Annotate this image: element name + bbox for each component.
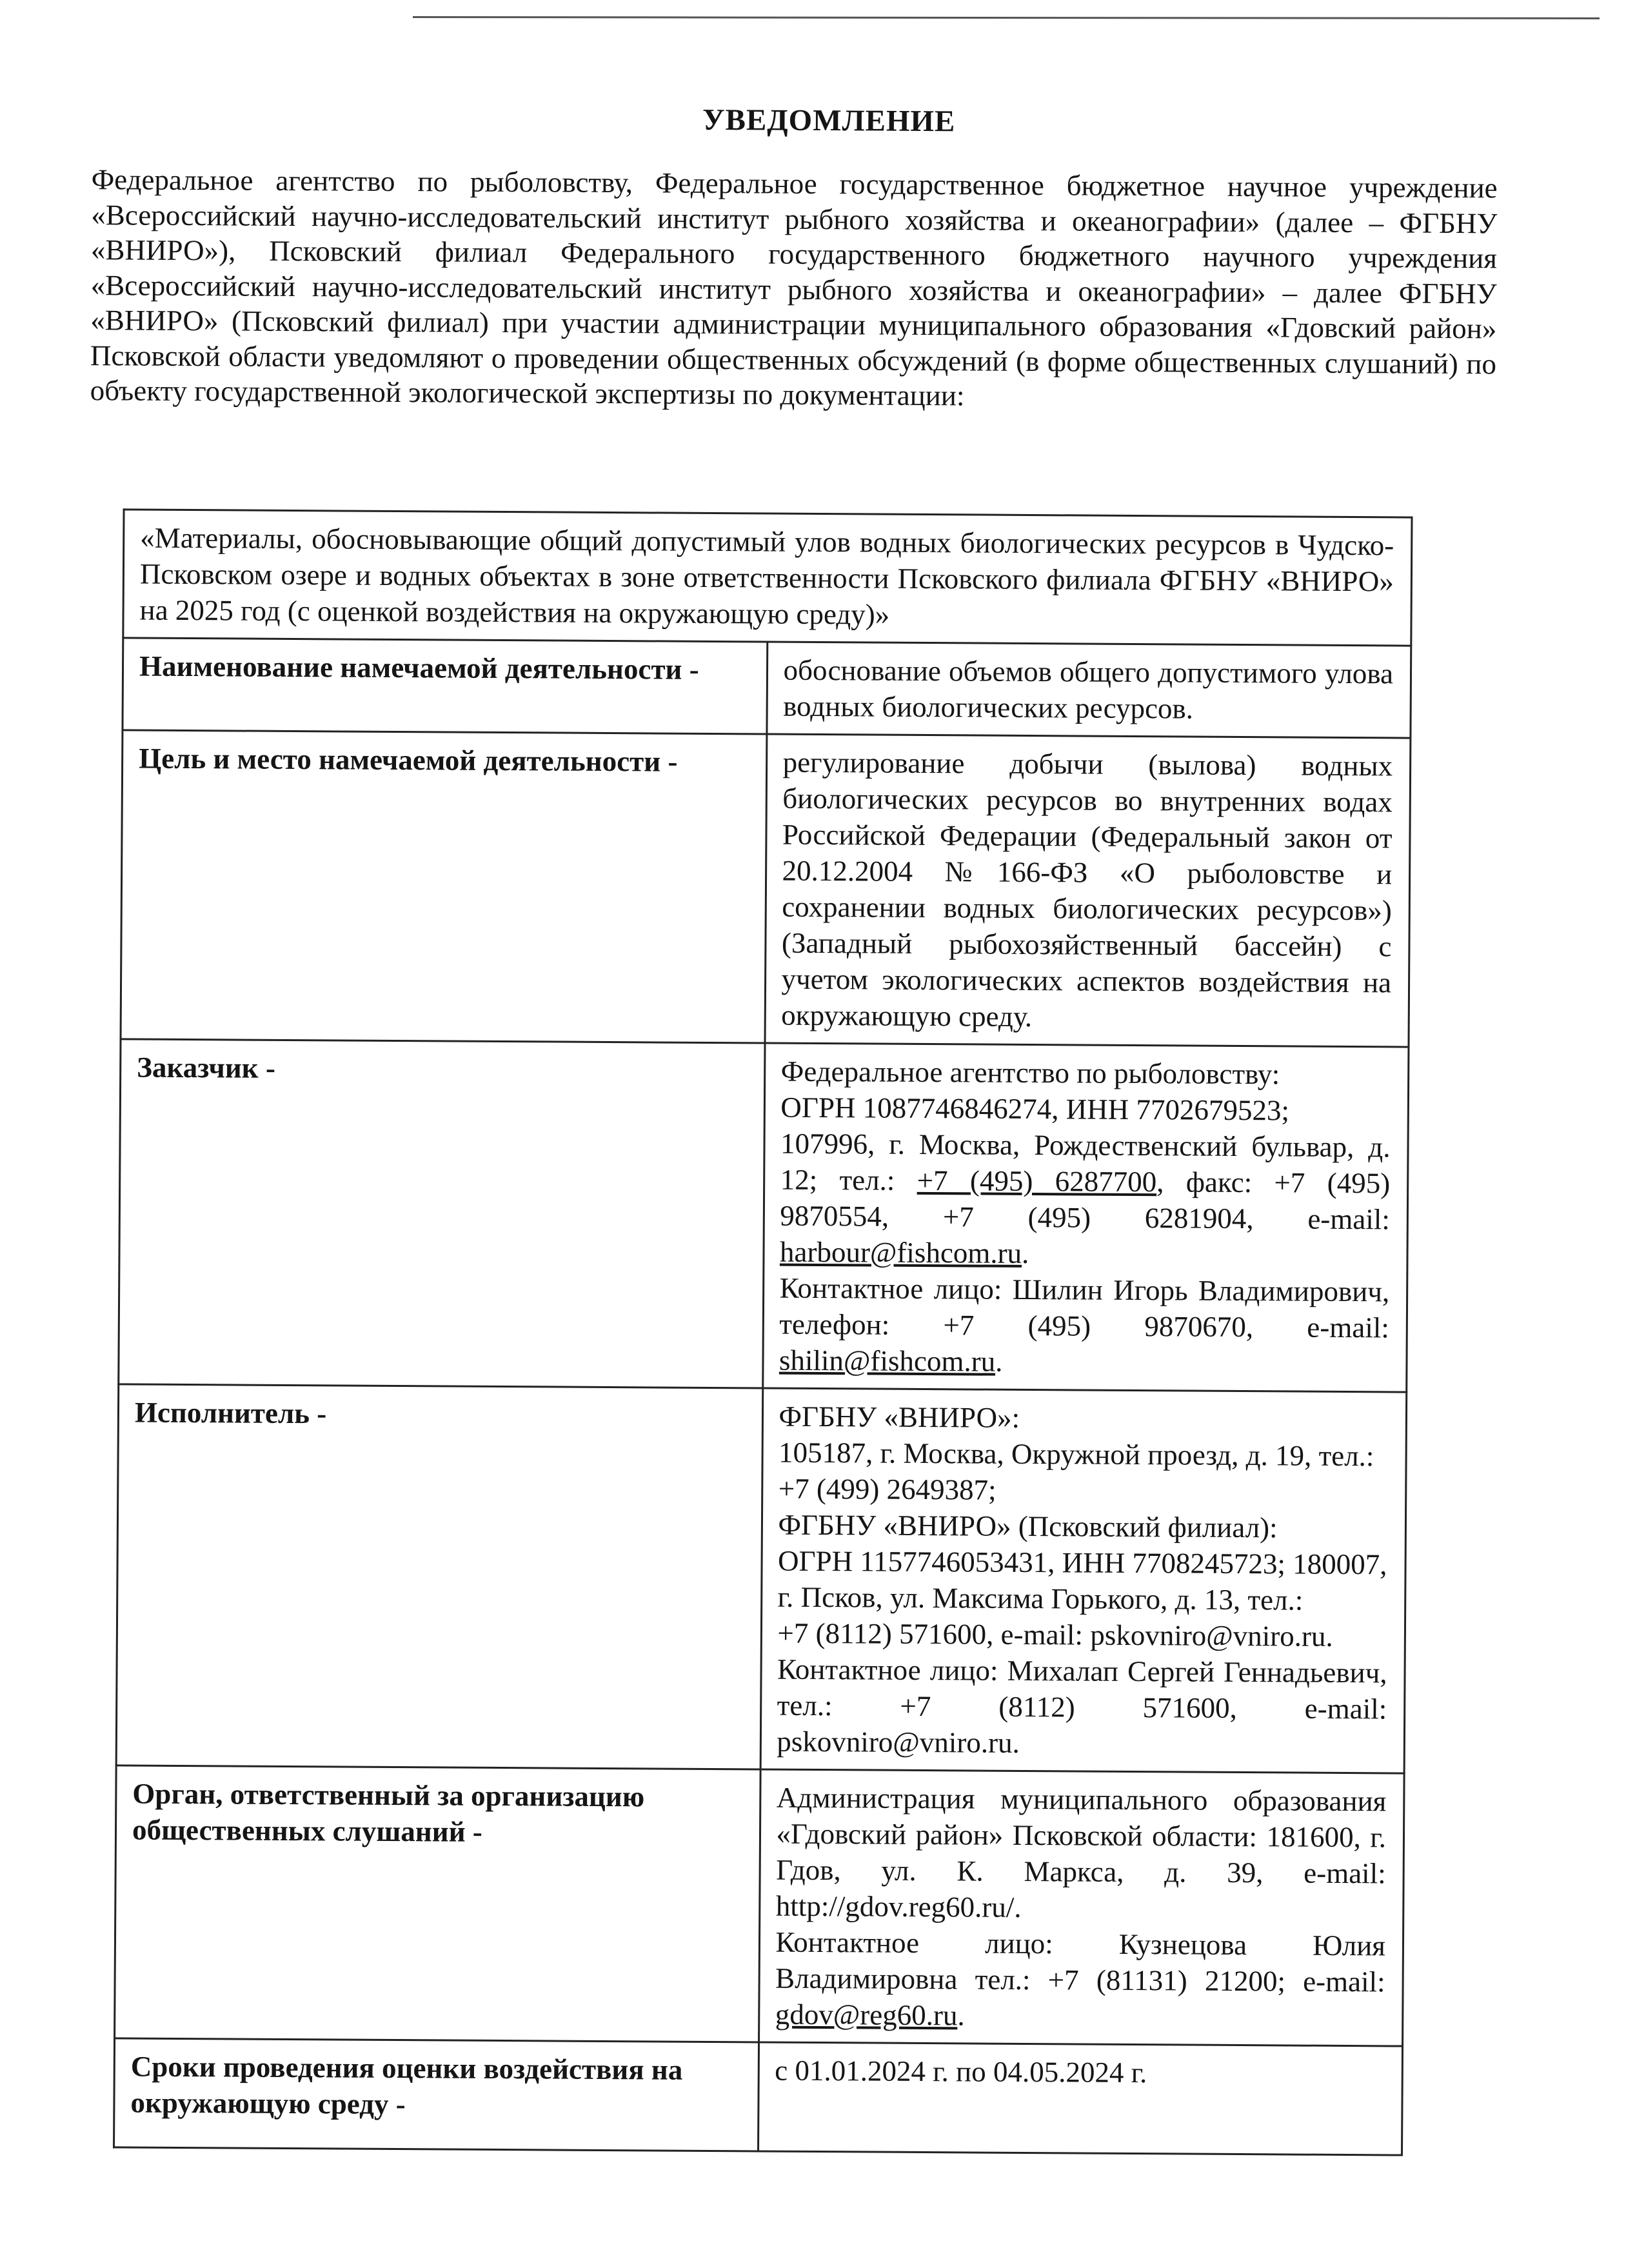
table-row [115,1766,1405,2046]
customer-registration: ОГРН 1087746846274, ИНН 7702679523; [780,1091,1290,1127]
contractor-line: +7 (499) 2649387; [778,1472,997,1506]
customer-label: Заказчик - [119,1039,765,1388]
organizer-contact-end: . [957,1999,965,2032]
timeline-label: Сроки проведения оценки воздействия на окружающую среду - [114,2038,759,2151]
activity-purpose-label: Цель и место намечаемой деятельности - [121,730,766,1043]
contractor-value [760,1388,1407,1773]
contractor-line: ОГРН 1157746053431, ИНН 7708245723; 180007, [777,1544,1387,1581]
activity-name-label: Наименование намечаемой деятельности - [123,638,767,734]
activity-purpose-value: регулирование добычи (вылова) водных биологических ресурсов во внутренних водах Российской Федерации (Федеральный закон от 20.12.2004 №166-ФЗ «О рыболовстве и сохранении водных биологических ресурсов») (Западный рыбохозяйственный бассейн) с учетом экологических аспектов воздействия на окружающую среду. [765,734,1411,1047]
table-row [123,510,1412,646]
customer-phone-link[interactable]: +7 (495) 6287700 [917,1164,1157,1199]
organizer-address: Администрация муниципального образования «Гдовский район» Псковской области: 181600, г. Гдов, ул. К. Маркса, д. 39, e-mail: http://gdov.reg60.ru/. [775,1781,1387,1924]
organizer-contact-text: Контактное лицо: Кузнецова Юлия Владимировна тел.: +7 (81131) 21200; e-mail: [775,1925,1386,1998]
organizer-contact [775,1924,1386,2036]
contractor-contact: Контактное лицо: Михалап Сергей Геннадьевич, тел.: +7 (8112) 571600, e-mail: pskovniro@vniro.ru. [777,1653,1387,1759]
customer-address-text: 107996, г. Москва, Рождественский бульвар, д. 12; тел.: [780,1127,1391,1197]
customer-address [780,1126,1391,1274]
table-row [121,730,1411,1047]
activity-name-value: обоснование объемов общего допустимого улова водных биологических ресурсов. [766,642,1411,738]
customer-contact-end: . [995,1345,1003,1378]
contractor-line: г. Псков, ул. Максима Горького, д. 13, тел.: [777,1580,1304,1616]
contractor-line: 105187, г. Москва, Окружной проезд, д. 19, тел.: [778,1436,1374,1473]
table-row [123,638,1411,738]
organizer-value [759,1769,1404,2046]
organizer-email-link[interactable]: gdov@reg60.ru [775,1998,958,2032]
contractor-line: ФГБНУ «ВНИРО»: [778,1400,1020,1434]
documentation-title-cell: «Материалы, обосновывающие общий допустимый улов водных биологических ресурсов в Чудско-Псковском озере и водных объектах в зоне ответственности Псковского филиала ФГБНУ «ВНИРО» на 2025 год (с оценкой воздействия на окружающую среду)» [123,510,1412,646]
customer-value [762,1043,1409,1392]
table-row [119,1039,1409,1392]
customer-address-end: . [1021,1237,1029,1269]
customer-contact-text: Контактное лицо: Шилин Игорь Владимирович, телефон: +7 (495) 9870670, e-mail: [779,1271,1390,1344]
table-row [114,2038,1403,2155]
notice-table [113,508,1413,2156]
contractor-label: Исполнитель - [116,1384,762,1769]
intro-paragraph: Федеральное агентство по рыболовству, Федеральное государственное бюджетное научное учреждение «Всероссийский научно-исследовательский институт рыбного хозяйства и океанографии» (далее – ФГБНУ «ВНИРО»), Псковский филиал Федерального государственного бюджетного научного учреждения «Всероссийский научно-исследовательский институт рыбного хозяйства и океанографии» – далее ФГБНУ «ВНИРО» (Псковский филиал) при участии администрации муниципального образования «Гдовский район» Псковской области уведомляют о проведении общественных обсуждений (в форме общественных слушаний) по объекту государственной экологической экспертизы по документации: [90,163,1498,412]
customer-email-link[interactable]: harbour@fishcom.ru [779,1235,1022,1269]
organizer-label: Орган, ответственный за организацию общественных слушаний - [115,1766,760,2042]
customer-name: Федеральное агентство по рыболовству: [780,1055,1280,1091]
document-title: УВЕДОМЛЕНИЕ [702,103,956,139]
customer-contact-email-link[interactable]: shilin@fishcom.ru [778,1344,996,1378]
customer-contact [779,1270,1390,1382]
contractor-line: +7 (8112) 571600, e-mail: pskovniro@vniro.ru. [777,1616,1333,1653]
table-row [116,1384,1407,1773]
timeline-value: с 01.01.2024 г. по 04.05.2024 г. [758,2042,1403,2155]
contractor-line: ФГБНУ «ВНИРО» (Псковский филиал): [778,1508,1278,1544]
customer-fax-text: , факс: +7 (495) 9870554, +7 (495) 6281904, e-mail: [780,1166,1391,1236]
